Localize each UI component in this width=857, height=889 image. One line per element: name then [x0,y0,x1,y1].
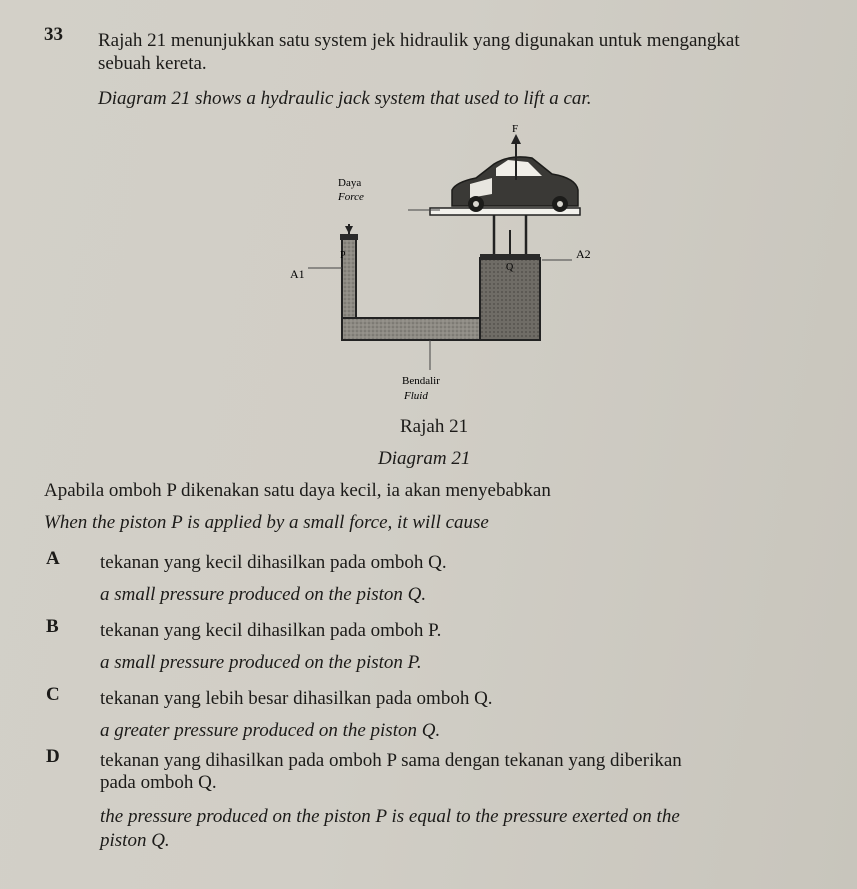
option-a-text-en[interactable]: a small pressure produced on the piston Q. [100,584,427,605]
option-c-text-en[interactable]: a greater pressure produced on the piston Q. [100,720,441,741]
label-bendalir: Bendalir [402,375,440,387]
prompt-en: When the piston P is applied by a small force, it will cause [44,512,489,533]
option-c-letter[interactable]: C [46,684,60,705]
question-number: 33 [44,24,63,45]
question-stem-ms-line2: sebuah kereta. [98,53,207,74]
option-c-text-ms[interactable]: tekanan yang lebih besar dihasilkan pada omboh Q. [100,688,493,709]
piston-p [340,224,358,240]
option-d-text-en-line2[interactable]: piston Q. [100,830,170,851]
question-stem-en: Diagram 21 shows a hydraulic jack system that used to lift a car. [98,88,592,109]
option-a-text-ms[interactable]: tekanan yang kecil dihasilkan pada omboh Q. [100,552,447,573]
option-b-text-ms[interactable]: tekanan yang kecil dihasilkan pada omboh P. [100,620,442,641]
label-a1: A1 [290,267,305,281]
option-d-text-ms-line1[interactable]: tekanan yang dihasilkan pada omboh P sama dengan tekanan yang diberikan [100,750,682,771]
label-f: F [512,123,519,135]
piston-q [480,214,540,260]
option-d-text-en-line1[interactable]: the pressure produced on the piston P is equal to the pressure exerted on the [100,806,680,827]
label-force: Force [338,191,364,203]
option-a-letter[interactable]: A [46,548,60,569]
option-d-letter[interactable]: D [46,746,60,767]
label-q: Q [506,262,514,273]
hydraulic-jack-diagram [280,118,620,418]
diagram-caption-en: Diagram 21 [378,448,471,469]
label-daya: Daya [338,177,362,189]
diagram-caption-ms: Rajah 21 [400,416,469,437]
option-b-letter[interactable]: B [46,616,59,637]
prompt-ms: Apabila omboh P dikenakan satu daya kecil, ia akan menyebabkan [44,480,551,501]
label-p: P [340,250,346,261]
option-b-text-en[interactable]: a small pressure produced on the piston P. [100,652,422,673]
question-stem-ms-line1: Rajah 21 menunjukkan satu system jek hidraulik yang digunakan untuk mengangkat [98,30,740,51]
label-fluid: Fluid [404,390,428,402]
option-d-text-ms-line2[interactable]: pada omboh Q. [100,772,217,793]
label-a2: A2 [576,247,591,261]
